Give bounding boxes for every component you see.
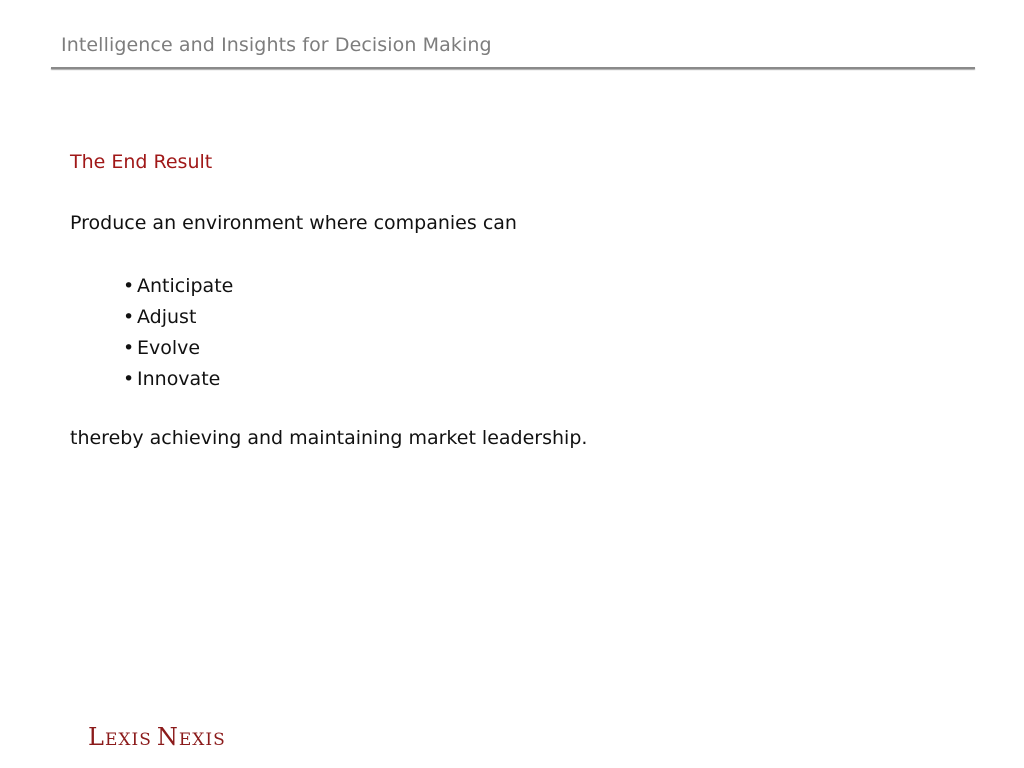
bullet-label: Adjust — [137, 306, 197, 328]
slide-header-title: Intelligence and Insights for Decision Making — [61, 34, 492, 56]
intro-text: Produce an environment where companies can — [70, 212, 517, 234]
section-heading: The End Result — [70, 151, 213, 173]
bullet-item — [123, 273, 233, 304]
bullet-item — [123, 335, 233, 366]
bullet-label: Anticipate — [137, 275, 234, 297]
closing-text: thereby achieving and maintaining market leadership. — [70, 427, 588, 449]
lexisnexis-logo: LEXIS NEXIS — [88, 723, 226, 751]
bullet-icon: • — [123, 275, 135, 297]
bullet-item — [123, 366, 233, 397]
bullet-icon: • — [123, 337, 135, 359]
header-divider — [51, 67, 975, 69]
bullet-list — [123, 273, 233, 397]
bullet-icon: • — [123, 368, 135, 390]
bullet-label: Innovate — [137, 368, 221, 390]
bullet-icon: • — [123, 306, 135, 328]
bullet-label: Evolve — [137, 337, 201, 359]
bullet-item — [123, 304, 233, 335]
